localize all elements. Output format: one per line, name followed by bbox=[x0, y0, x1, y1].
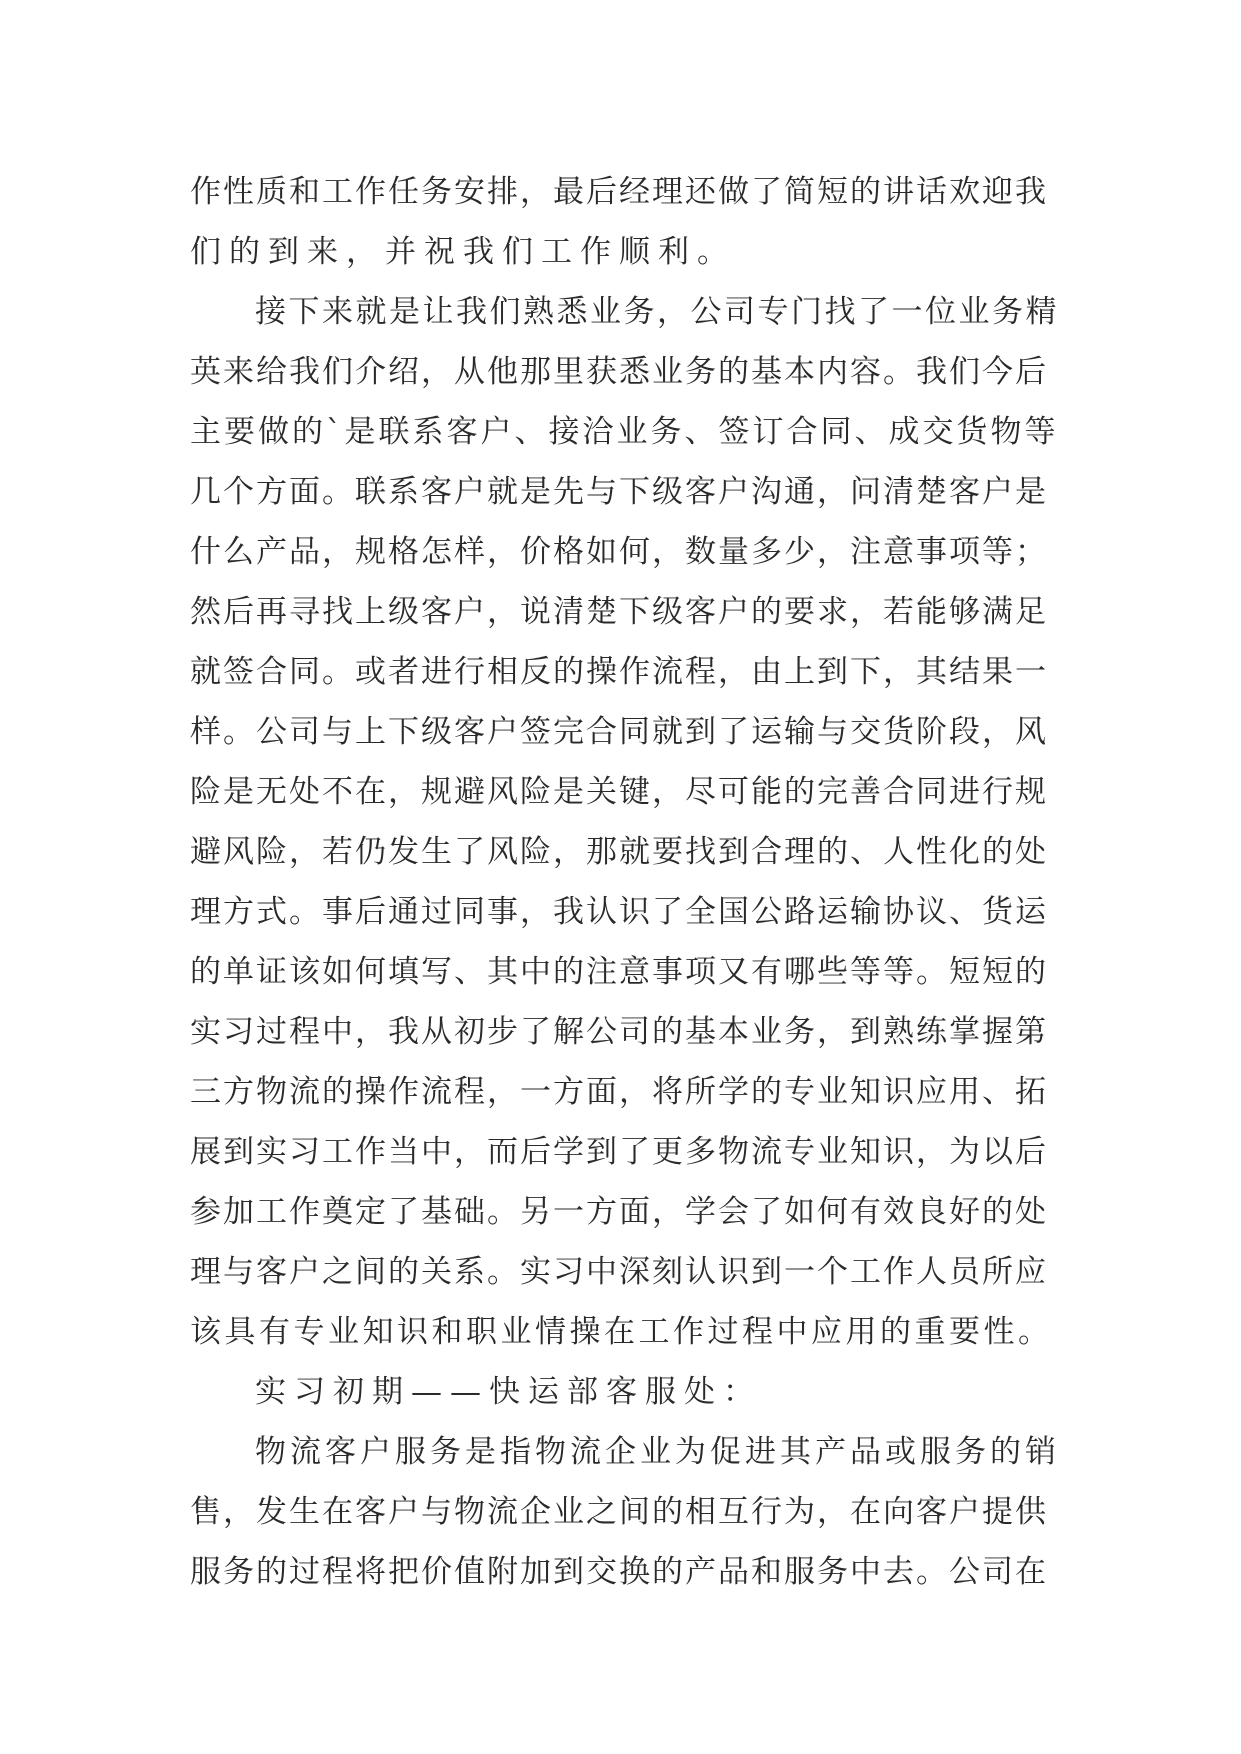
text-line: 服务的过程将把价值附加到交换的产品和服务中去。公司在 bbox=[190, 1554, 1048, 1590]
text-line: 展到实习工作当中，而后学到了更多物流专业知识，为以后 bbox=[190, 1134, 1048, 1170]
text-line: 主要做的`是联系客户、接洽业务、签订合同、成交货物等 bbox=[190, 414, 1059, 450]
text-line: 实习过程中，我从初步了解公司的基本业务，到熟练掌握第 bbox=[190, 1014, 1048, 1050]
text-line: 理与客户之间的关系。实习中深刻认识到一个工作人员所应 bbox=[190, 1254, 1048, 1290]
section-heading: 实习初期——快运部客服处： bbox=[255, 1374, 762, 1410]
text-line: 们的到来，并祝我们工作顺利。 bbox=[190, 234, 736, 270]
text-line: 险是无处不在，规避风险是关键，尽可能的完善合同进行规 bbox=[190, 774, 1048, 810]
text-line: 就签合同。或者进行相反的操作流程，由上到下，其结果一 bbox=[190, 654, 1048, 690]
text-line: 作性质和工作任务安排，最后经理还做了简短的讲话欢迎我 bbox=[190, 174, 1048, 210]
text-line: 三方物流的操作流程，一方面，将所学的专业知识应用、拓 bbox=[190, 1074, 1048, 1110]
text-line: 避风险，若仍发生了风险，那就要找到合理的、人性化的处 bbox=[190, 834, 1048, 870]
paragraph-first-line: 物流客户服务是指物流企业为促进其产品或服务的销 bbox=[255, 1434, 1060, 1470]
text-line: 什么产品，规格怎样，价格如何，数量多少，注意事项等； bbox=[190, 534, 1048, 570]
text-line: 参加工作奠定了基础。另一方面，学会了如何有效良好的处 bbox=[190, 1194, 1048, 1230]
text-line: 然后再寻找上级客户，说清楚下级客户的要求，若能够满足 bbox=[190, 594, 1048, 630]
text-line: 英来给我们介绍，从他那里获悉业务的基本内容。我们今后 bbox=[190, 354, 1048, 390]
paragraph-first-line: 接下来就是让我们熟悉业务，公司专门找了一位业务精 bbox=[255, 294, 1059, 330]
text-line: 几个方面。联系客户就是先与下级客户沟通，问清楚客户是 bbox=[190, 474, 1048, 510]
text-line: 理方式。事后通过同事，我认识了全国公路运输协议、货运 bbox=[190, 894, 1048, 930]
body-text bbox=[190, 162, 1060, 1602]
text-line: 的单证该如何填写、其中的注意事项又有哪些等等。短短的 bbox=[190, 954, 1048, 990]
text-line: 该具有专业知识和职业情操在工作过程中应用的重要性。 bbox=[190, 1314, 1053, 1350]
text-line: 售，发生在客户与物流企业之间的相互行为，在向客户提供 bbox=[190, 1494, 1048, 1530]
text-line: 样。公司与上下级客户签完合同就到了运输与交货阶段，风 bbox=[190, 714, 1048, 750]
